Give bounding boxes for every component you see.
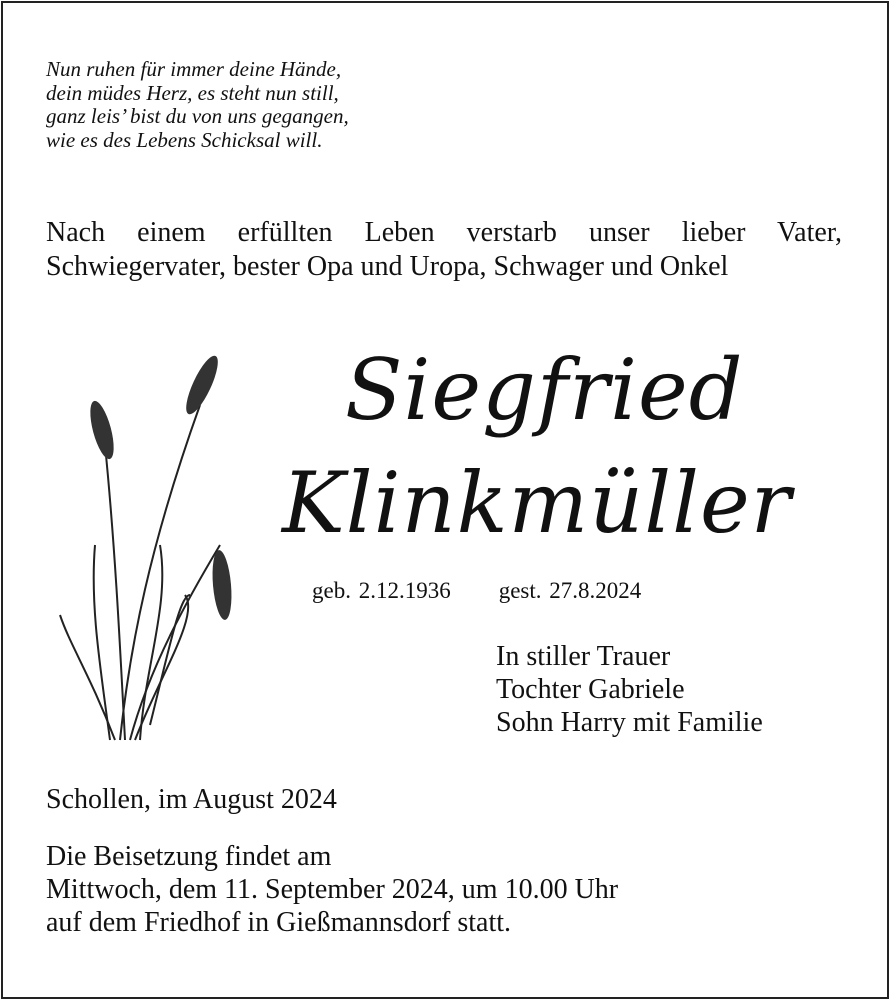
poem-line: ganz leis’ bist du von uns gegangen, bbox=[46, 104, 349, 128]
death-date: gest. 27.8.2024 bbox=[498, 578, 642, 603]
funeral-line: auf dem Friedhof in Gießmannsdorf statt. bbox=[46, 907, 512, 938]
intro-text: Nach einem erfüllten Leben verstarb unser lieber Vater, Schwiegervater, bester Opa und Uropa, Schwager und Onkel bbox=[46, 217, 842, 282]
poem-line: wie es des Lebens Schicksal will. bbox=[46, 127, 323, 152]
mourner-line: Sohn Harry mit Familie bbox=[496, 707, 763, 738]
funeral-line: Die Beisetzung findet am bbox=[46, 841, 332, 872]
funeral-line: Mittwoch, dem 11. September 2024, um 10.00 Uhr bbox=[46, 874, 619, 905]
birth-date: geb. 2.12.1936 bbox=[312, 578, 451, 603]
funeral-info bbox=[46, 840, 618, 939]
poem-line: Nun ruhen für immer deine Hände, bbox=[46, 57, 342, 81]
poem-line: dein müdes Herz, es steht nun still, bbox=[46, 80, 339, 105]
mourners bbox=[496, 640, 763, 739]
deceased-last-name: Klinkmüller bbox=[282, 454, 792, 552]
deceased-first-name: Siegfried bbox=[345, 341, 744, 439]
mourner-line: In stiller Trauer bbox=[496, 641, 671, 672]
place-date: Schollen, im August 2024 bbox=[46, 784, 337, 815]
life-dates bbox=[312, 578, 689, 604]
poem bbox=[46, 58, 349, 152]
mourner-line: Tochter Gabriele bbox=[496, 674, 685, 705]
wheat-illustration bbox=[50, 345, 250, 745]
